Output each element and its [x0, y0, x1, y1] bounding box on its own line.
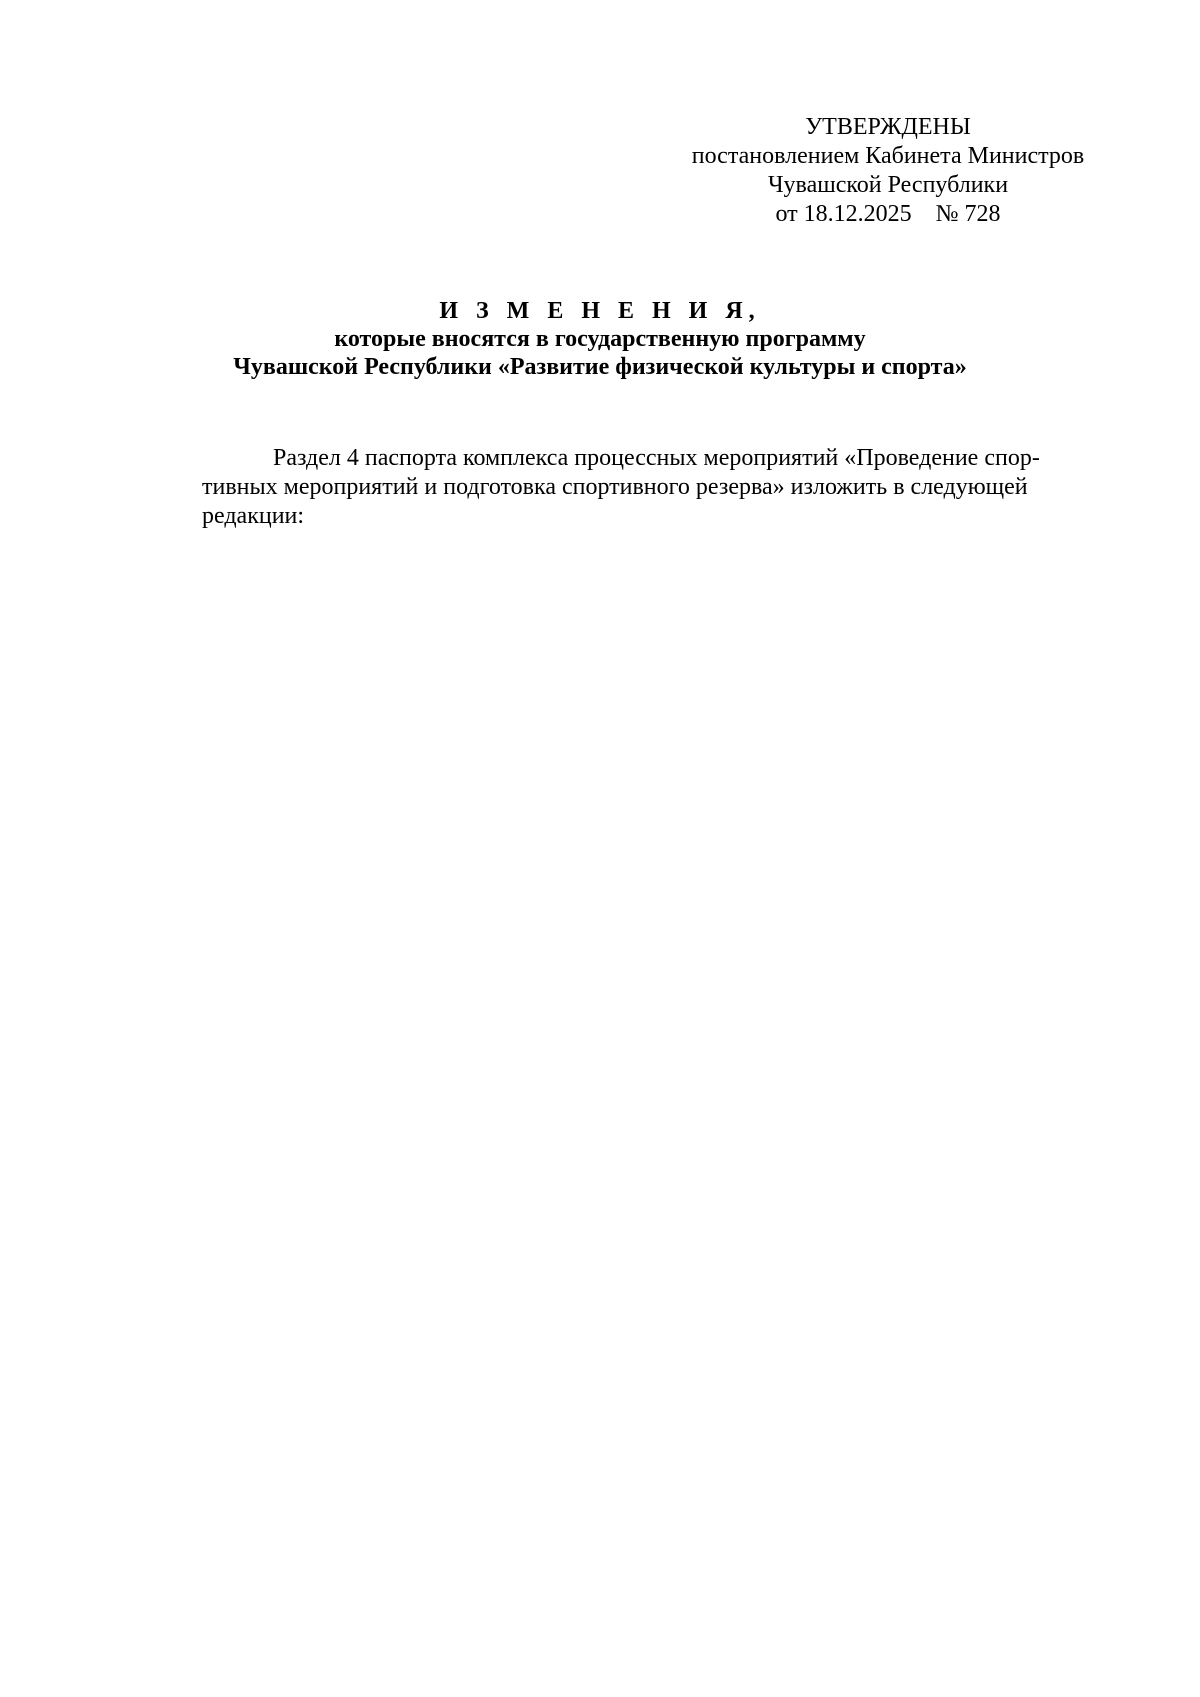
heading-subtitle-line-1: которые вносятся в государственную программу	[334, 326, 866, 352]
heading-title: И З М Е Н Е Н И Я,	[439, 298, 761, 324]
heading-subtitle-line-2: Чувашской Республики «Развитие физической культуры и спорта»	[233, 354, 967, 380]
body-paragraph	[202, 444, 1120, 531]
approval-title: УТВЕРЖДЕНЫ	[805, 114, 971, 140]
approval-issuer: постановлением Кабинета Министров	[691, 143, 1085, 169]
body-line-1: Раздел 4 паспорта комплекса процессных мероприятий «Проведение спор-	[273, 445, 1040, 471]
approval-stamp-block	[658, 113, 1118, 229]
approval-date-number: от 18.12.2025 № 728	[775, 201, 1001, 227]
document-heading	[180, 297, 1020, 381]
approval-region: Чувашской Республики	[767, 172, 1009, 198]
body-line-2: тивных мероприятий и подготовка спортивного резерва» изложить в следующей	[202, 474, 1028, 500]
body-line-3: редакции:	[202, 503, 305, 529]
